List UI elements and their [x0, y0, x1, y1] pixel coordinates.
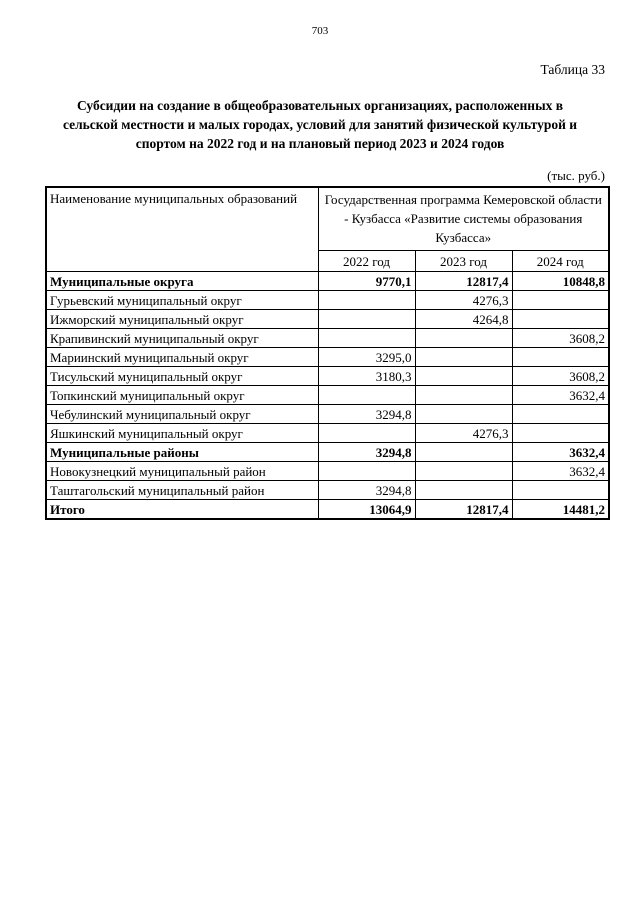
row-name-cell: Ижморский муниципальный округ: [46, 310, 318, 329]
value-2022-cell: 13064,9: [318, 500, 415, 520]
table-row: [46, 405, 609, 424]
value-2024-cell: 14481,2: [512, 500, 609, 520]
value-2023-cell: 12817,4: [415, 272, 512, 291]
column-header-program: Государственная программа Кемеровской области - Кузбасса «Развитие системы образования Кузбасса»: [318, 187, 609, 251]
value-2024-cell: 10848,8: [512, 272, 609, 291]
value-2024-cell: 3632,4: [512, 462, 609, 481]
table-row: [46, 310, 609, 329]
row-name-cell: Чебулинский муниципальный округ: [46, 405, 318, 424]
value-2024-cell: 3632,4: [512, 386, 609, 405]
value-2023-cell: [415, 462, 512, 481]
table-row: [46, 291, 609, 310]
table-row: [46, 424, 609, 443]
value-2022-cell: [318, 329, 415, 348]
value-2023-cell: 4264,8: [415, 310, 512, 329]
value-2023-cell: [415, 367, 512, 386]
value-2024-cell: 3608,2: [512, 329, 609, 348]
column-header-name: Наименование муниципальных образований: [46, 187, 318, 272]
column-header-2024: 2024 год: [512, 251, 609, 272]
row-name-cell: Новокузнецкий муниципальный район: [46, 462, 318, 481]
value-2022-cell: 3294,8: [318, 443, 415, 462]
table-label: Таблица 33: [540, 62, 605, 77]
table-row: [46, 329, 609, 348]
value-2022-cell: [318, 462, 415, 481]
subsidy-table: [45, 186, 610, 520]
table-row: [46, 367, 609, 386]
row-name-cell: Крапивинский муниципальный округ: [46, 329, 318, 348]
row-name-cell: Тисульский муниципальный округ: [46, 367, 318, 386]
value-2023-cell: 12817,4: [415, 500, 512, 520]
row-name-cell: Муниципальные районы: [46, 443, 318, 462]
table-row: [46, 272, 609, 291]
value-2022-cell: 3295,0: [318, 348, 415, 367]
document-title: Субсидии на создание в общеобразовательных организациях, расположенных в сельской местности и малых городах, условий для занятий физической культурой и спортом на 2022 год и на плановый период 2023 и 2024 годов: [62, 98, 578, 151]
table-row: [46, 443, 609, 462]
table-row: [46, 348, 609, 367]
value-2023-cell: [415, 405, 512, 424]
value-2023-cell: [415, 443, 512, 462]
value-2024-cell: [512, 481, 609, 500]
value-2023-cell: [415, 386, 512, 405]
row-name-cell: Гурьевский муниципальный округ: [46, 291, 318, 310]
table-row: [46, 500, 609, 520]
value-2022-cell: 3180,3: [318, 367, 415, 386]
table-row: [46, 462, 609, 481]
value-2024-cell: [512, 348, 609, 367]
value-2023-cell: 4276,3: [415, 424, 512, 443]
value-2024-cell: 3632,4: [512, 443, 609, 462]
value-2023-cell: [415, 481, 512, 500]
column-header-2023: 2023 год: [415, 251, 512, 272]
table-body: [46, 272, 609, 520]
value-2023-cell: [415, 348, 512, 367]
units-label: (тыс. руб.): [547, 168, 605, 183]
row-name-cell: Топкинский муниципальный округ: [46, 386, 318, 405]
value-2024-cell: [512, 291, 609, 310]
row-name-cell: Итого: [46, 500, 318, 520]
value-2024-cell: [512, 424, 609, 443]
value-2022-cell: 3294,8: [318, 405, 415, 424]
value-2022-cell: 9770,1: [318, 272, 415, 291]
value-2022-cell: [318, 291, 415, 310]
value-2024-cell: 3608,2: [512, 367, 609, 386]
row-name-cell: Яшкинский муниципальный округ: [46, 424, 318, 443]
value-2022-cell: [318, 386, 415, 405]
value-2022-cell: 3294,8: [318, 481, 415, 500]
column-header-2022: 2022 год: [318, 251, 415, 272]
value-2024-cell: [512, 405, 609, 424]
value-2022-cell: [318, 310, 415, 329]
row-name-cell: Мариинский муниципальный округ: [46, 348, 318, 367]
table-row: [46, 386, 609, 405]
row-name-cell: Муниципальные округа: [46, 272, 318, 291]
value-2024-cell: [512, 310, 609, 329]
value-2023-cell: 4276,3: [415, 291, 512, 310]
value-2023-cell: [415, 329, 512, 348]
row-name-cell: Таштагольский муниципальный район: [46, 481, 318, 500]
page-number: 703: [311, 25, 329, 37]
value-2022-cell: [318, 424, 415, 443]
table-row: [46, 481, 609, 500]
